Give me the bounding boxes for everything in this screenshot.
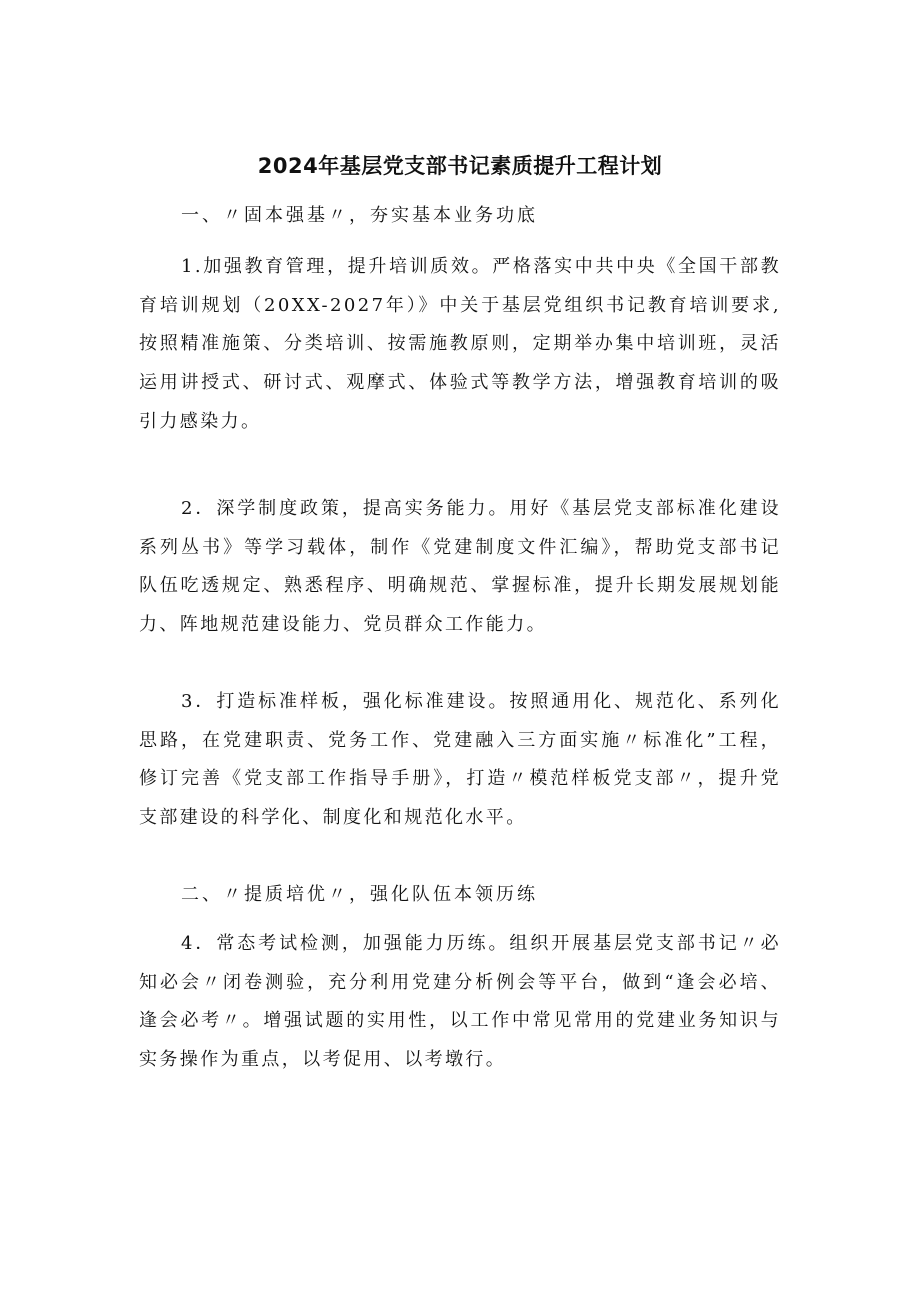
- paragraph-4: 4．常态考试检测，加强能力历练。组织开展基层党支部书记〃必知必会〃闭卷测验，充分利用党建分析例会等平台，做到“逢会必培、逢会必考〃。增强试题的实用性，以工作中常见常用的党建业务知识与实务操作为重点，以考促用、以考墩行。: [139, 933, 781, 1071]
- paragraph-3: 3．打造标准样板，强化标准建设。按照通用化、规范化、系列化思路，在党建职责、党务工作、党建融入三方面实施〃标准化”工程，修订完善《党支部工作指导手册》，打造〃模范样板党支部〃，提升党支部建设的科学化、制度化和规范化水平。: [139, 691, 781, 829]
- paragraph-1: 1.加强教育管理，提升培训质效。严格落实中共中央《全国干部教育培训规划（20XX-2027年）》中关于基层党组织书记教育培训要求,按照精准施策、分类培训、按需施教原则，定期举办集中培训班，灵活运用讲授式、研讨式、观摩式、体验式等教学方法，增强教育培训的吸引力感染力。: [139, 256, 781, 432]
- document-title: 2024年基层党支部书记素质提升工程计划: [257, 154, 663, 178]
- paragraph-2: 2．深学制度政策，提高实务能力。用好《基层党支部标准化建设系列丛书》等学习载体，制作《党建制度文件汇编》，帮助党支部书记队伍吃透规定、熟悉程序、明确规范、掌握标准，提升长期发展规划能力、阵地规范建设能力、党员群众工作能力。: [139, 498, 781, 636]
- section-heading-2: 二、〃提质培优〃，强化队伍本领历练: [181, 884, 538, 905]
- section-heading-1: 一、〃固本强基〃，夯实基本业务功底: [181, 205, 538, 226]
